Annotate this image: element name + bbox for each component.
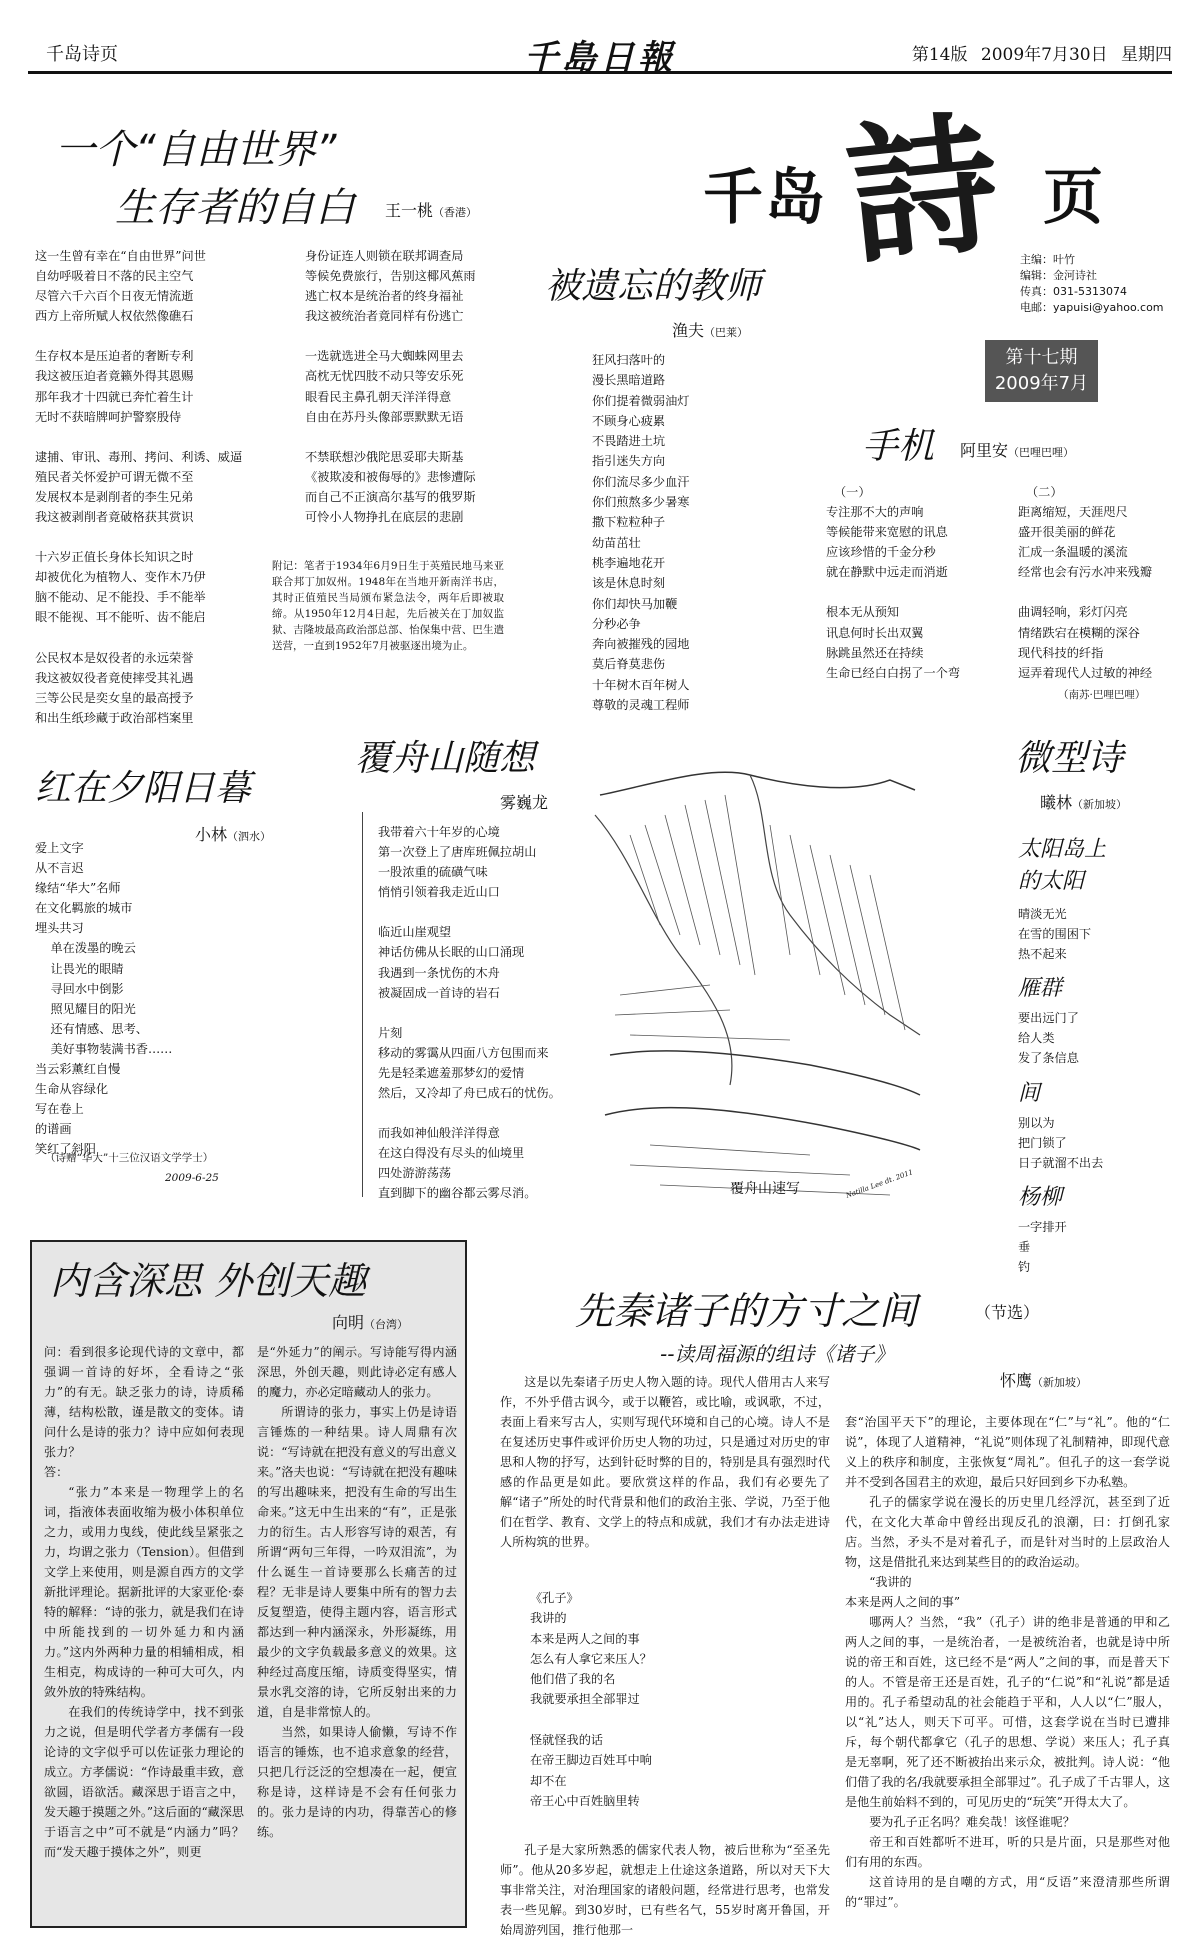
logo-right: 页 (1043, 163, 1103, 233)
article1-note: 附记：笔者于1934年6月9日生于英殖民地马来亚联合邦丁加奴州。1948年在当地开新南洋书店，其时正值殖民当局颁布紧急法令，两年后即被取缔。从1950年12月4日起，先后被关在丁加奴监狱、吉隆坡最高政治部总部、怡保集中营、巴生遣送营，一直到1952年7月被驱逐出境为止。 (272, 560, 504, 652)
article4-author: 小林（泗水） (195, 825, 272, 844)
article3-title: 手机 (862, 426, 935, 467)
article7-box (30, 1240, 467, 1928)
article2-author: 渔夫（巴莱） (672, 321, 749, 340)
article8-left: 这是以先秦诸子历史人物入题的诗。现代人借用古人来写作，不外乎借古讽今，或于以鞭笞，或比喻，或讽歌，不过，表面上看来写古人，实则写现代环境和自己的心境。诗人不是在复述历史事件或评价历史人物的功过，只是通过对历史的审思和人物的抒写，达到针砭时弊的目的，特别是具有强烈时代感的作品更是如此。要欣赏这样的作品，我们有必要先了解“诸子”所处的时代背景和他们的政治主张、学说，乃至于他们在哲学、教育、文学上的特点和成就，我们才有办法走进诗人所构筑的世界。 (500, 1375, 830, 1549)
section-name: 千岛诗页 (46, 44, 118, 65)
article6-poems: 太阳岛上 的太阳 晴淡无光 在雪的围困下 热不起来 雁群 要出远门了 给人类 发了条信息 间 别以为 把门锁了 日子就溜不出去 杨柳 一字排开 垂 钓 (1018, 837, 1107, 1275)
article8-author: 怀鹰（新加坡） (1000, 1371, 1088, 1390)
logo-mid: 詩 (839, 94, 1007, 286)
sketch-drawing (590, 755, 925, 1210)
article5-rule (362, 812, 363, 1197)
article3-part1: （一） 专注那不大的声响 等候能带来宽慰的讯息 应该珍惜的千金分秒 就在静默中远走而消逝 根本无从预知 讯息何时长出双翼 脉跳虽然还在持续 生命已经白白拐了一个弯 (826, 485, 961, 680)
article3-part2: （二） 距离缩短，天涯咫尺 盛开很美丽的鲜花 汇成一条温暖的溪流 经常也会有污水冲来残瓣 曲调轻响，彩灯闪亮 情绪跌宕在模糊的深谷 现代科技的纤指 逗弄着现代人过敏的神经 （南苏·巴哩巴哩） (1018, 485, 1153, 701)
article8-subtitle2: --读周福源的组诗《诸子》 (660, 1342, 895, 1366)
masthead: 千島日報 (524, 38, 676, 78)
sketch-caption: 覆舟山速写 (730, 1181, 800, 1197)
article8-poem: 《孔子》 我讲的 本来是两人之间的事 怎么有人拿它来压人？ 他们借了我的名 我就要承担全部罪过 怪就怪我的话 在帝王脚边百姓耳中响 却不在 帝王心中百姓脑里转 (530, 1591, 652, 1808)
credits: 主编：叶竹 编辑：金河诗社 传真：031-5313074 电邮：yapuisi@yahoo.com (1020, 253, 1164, 314)
article8-subtitle: （节选） (975, 1303, 1040, 1322)
article5-poem: 我带着六十年岁的心境 第一次登上了唐库班佩拉胡山 一股浓重的硫磺气味 悄悄引领着我走近山口 临近山崖观望 神话仿佛从长眠的山口涌现 我遇到一条忧伤的木舟 被凝固成一首诗的岩石 片刻 移动的雾霭从四面八方包围而来 先是轻柔遮羞那梦幻的爱情 然后，又冷却了舟已成石的忧伤。 而我如神仙般洋洋得意 在这白得没有尽头的仙境里 四处游游荡荡 直到脚下的幽谷都云雾尽消。 (378, 825, 561, 1201)
article4-title: 红在夕阳日暮 (35, 768, 252, 809)
article6-author: 曦林（新加坡） (1040, 793, 1128, 812)
article1-title2: 生存者的自白 (115, 185, 355, 231)
article4-poem: 爱上文字 从不言迟 缘结“华大”名师 在文化羁旅的城市 埋头共习 单在泼墨的晚云 让畏光的眼睛 寻回水中倒影 照见耀目的阳光 还有情感、思考、 美好事物装满书香…… 当云彩薰红自慢 生命从容绿化 写在卷上 的谱画 笑红了斜阳 (35, 841, 173, 1157)
sketch-signature: Natilla Lee dt. 2011 (844, 1168, 915, 1200)
article5-author: 雾巍龙 (500, 793, 549, 812)
article1-col2: 身份证连人则锁在联邦调查局 等候免费旅行，告别这椰风蕉雨 逃亡权本是统治者的终身福祉 我这被统治者竟同样有份逃亡 一选就选进全马大蜘蛛网里去 高枕无忧四肢不动只等安乐死 眼看民主鼻孔朝天洋洋得意 自由在苏丹头像部票默默无语 不禁联想沙俄陀思妥耶夫斯基 《被欺凌和被侮辱的》悲惨遭际 而自己不正演高尔基写的俄罗斯 可怜小人物挣扎在底层的悲剧 (305, 249, 476, 525)
article8-left2: 孔子是大家所熟悉的儒家代表人物，被后世称为“至圣先师”。他从20多岁起，就想走上仕途这条道路，所以对天下大事非常关注，对治理国家的诸般问题，经常进行思考，也常发表一些见解。到30岁时，已有些名气，55岁时离开鲁国，开始周游列国，推行他那一 (500, 1843, 830, 1937)
page-header (28, 30, 1172, 78)
issue-info: 第14版 2009年7月30日 星期四 (911, 45, 1172, 65)
article7-right: 是“外延力”的阐示。写诗能写得内涵深思，外创天趣，则此诗必定有感人的魔力，亦必定暗藏动人的张力。 所谓诗的张力，事实上仍是诗语言锤炼的一种结果。诗人周鼎有次说：“写诗就在把没有意义的写出意义来。”洛夫也说：“写诗就在把没有趣味的写出趣味来，把没有生命的写出生命来。”这无中生出来的“有”，正是张力的衍生。古人形容写诗的艰苦，有所谓“两句三年得，一吟双泪流”，为什么诞生一首诗要那么长痛苦的过程？无非是诗人要集中所有的智力去反复塑造，使得主题内容，语言形式都达到一种内涵深永，外形凝练，用最少的文字负载最多意义的效果。这种经过高度压缩，诗质变得坚实，情景水乳交溶的诗，它所反射出来的力道，自是非常惊人的。 当然，如果诗人偷懒，写诗不作语言的锤炼，也不追求意象的经营，只把几行泛泛的空想凑在一起，便宣称是诗，这样诗是不会有任何张力的。张力是诗的内功，得靠苦心的修练。 (257, 1345, 457, 1839)
issue-box (985, 340, 1098, 402)
article8-title: 先秦诸子的方寸之间 (575, 1289, 918, 1333)
issue-number: 第十七期 (1005, 347, 1078, 368)
logo-left: 千岛 (703, 163, 827, 233)
article1-col1: 这一生曾有幸在“自由世界”问世 自幼呼吸着日不落的民主空气 尽管六千六百个日夜无情流逝 西方上帝所赋人权依然像礁石 生存权本是压迫者的奢断专利 我这被压迫者竟籁外得其恩赐 那年我才十四就已奔忙着生计 无时不获暗牌呵护警察殷侍 逮捕、审讯、毒刑、拷问、利诱、威逼 殖民者关怀爱护可谓无微不至 发展权本是剥削者的李生兄弟 我这被剥削者竟破格获其赏识 十六岁正值长身体长知识之时 却被优化为植物人、变作木乃伊 脑不能动、足不能投、手不能举 眼不能视、耳不能听、齿不能启 公民权本是奴役者的永远荣誉 我这被奴役者竟使摔受其礼遇 三等公民是奕女皇的最高授予 和出生纸珍藏于政治部档案里 (35, 249, 243, 725)
issue-date: 2009年7月 (994, 373, 1089, 394)
article7-author: 向明（台湾） (332, 1313, 409, 1332)
article7-title: 内含深思 外创天趣 (50, 1259, 367, 1303)
article6-title: 微型诗 (1015, 738, 1124, 779)
article2-title: 被遗忘的教师 (545, 266, 762, 307)
article5-title: 覆舟山随想 (355, 738, 536, 779)
mountain-sketch (590, 755, 925, 1210)
article2-poem: 狂风扫落叶的 漫长黑暗道路 你们提着微弱油灯 不顾身心疲累 不畏踏进土坑 指引迷失方向 你们流尽多少血汗 你们煎熬多少暑寒 撒下粒粒种子 幼苗茁壮 桃李遍地花开 该是休息时刻 你们却快马加鞭 分秒必争 奔向被摧残的园地 莫后脊莫悲伤 十年树木百年树人 尊敬的灵魂工程师 (592, 353, 690, 713)
article7-left: 问：看到很多论现代诗的文章中，都强调一首诗的好坏，全看诗之“张力”的有无。缺乏张力的诗，诗质稀薄，结构松散，谨是散文的变体。请问什么是诗的张力？诗中应如何表现张力？ 答： “张力”本来是一物理学上的名词，指液体表面收缩为极小体积单位之力，或用力曳线，使此线呈紧张之力，均谓之张力（Tension）。但借到文学上来使用，则是源自西方的文学新批评理论。据新批评的大家亚伦·泰特的解释：“诗的张力，就是我们在诗中所能找到的一切外延力和内涵力。”这内外两种力量的相辅相成，相生相克，构成诗的一种可大可久，内敛外放的特殊结构。 在我们的传统诗学中，找不到张力之说，但是明代学者方孝儒有一段论诗的文字似乎可以佐证张力理论的成立。方孝儒说：“作诗最重丰致，意欲圆，语欲活。藏深思于语言之中，发天趣于摸题之外。”这后面的“藏深思于语言之中”可不就是“内涵力”吗？而“发天趣于摸体之外”，则更 (44, 1345, 244, 1859)
article1-author: 王一桃（香港） (385, 201, 478, 220)
article3-author: 阿里安（巴哩巴哩） (960, 441, 1075, 460)
article4-dedication: （诗赠“华大”十三位汉语文学学士） (45, 1152, 214, 1164)
article1-title1: 一个“自由世界” (55, 127, 337, 173)
article4-date: 2009-6-25 (165, 1172, 219, 1184)
article8-right: 套“治国平天下”的理论，主要体现在“仁”与“礼”。他的“仁说”，体现了人道精神，“礼说”则体现了礼制精神，即现代意义上的秩序和制度，主张恢复“周礼”。但孔子的这一套学说并不受到各国君主的欢迎，最后只好回到乡下办私塾。 孔子的儒家学说在漫长的历史里几经浮沉，甚至到了近代，在文化大革命中曾经出现反孔的浪潮，曰：打倒孔家店。当然，矛头不是对着孔子，而是针对当时的上层政治人物，这是借批孔来达到某些目的的政治运动。 “我讲的 本来是两人之间的事” 哪两人？当然，“我”（孔子）讲的绝非是普通的甲和乙两人之间的事，一是统治者，一是被统治者，也就是诗中所说的帝王和百姓，这已经不是“两人”之间的事，而是普天下的人。不管是帝王还是百姓，孔子的“仁说”和“礼说”都是适用的。孔子希望动乱的社会能趋于平和，人人以“仁”服人，以“礼”达人，则天下可平。可惜，这套学说在当时已遭排斥，每个朝代都拿它（孔子的思想、学说）来压人；孔子真是无辜啊，死了还不断被抬出来示众，被批判。诗人说：“他们借了我的名/我就要承担全部罪过”。孔子成了千古罪人，这是他生前始料不到的，可见历史的“玩笑”开得太大了。 要为孔子正名吗？难矣哉！该怪谁呢？ 帝王和百姓都听不进耳，听的只是片面，只是那些对他们有用的东西。 这首诗用的是自嘲的方式，用“反语”来澄清那些所谓的“罪过”。 (845, 1415, 1170, 1909)
